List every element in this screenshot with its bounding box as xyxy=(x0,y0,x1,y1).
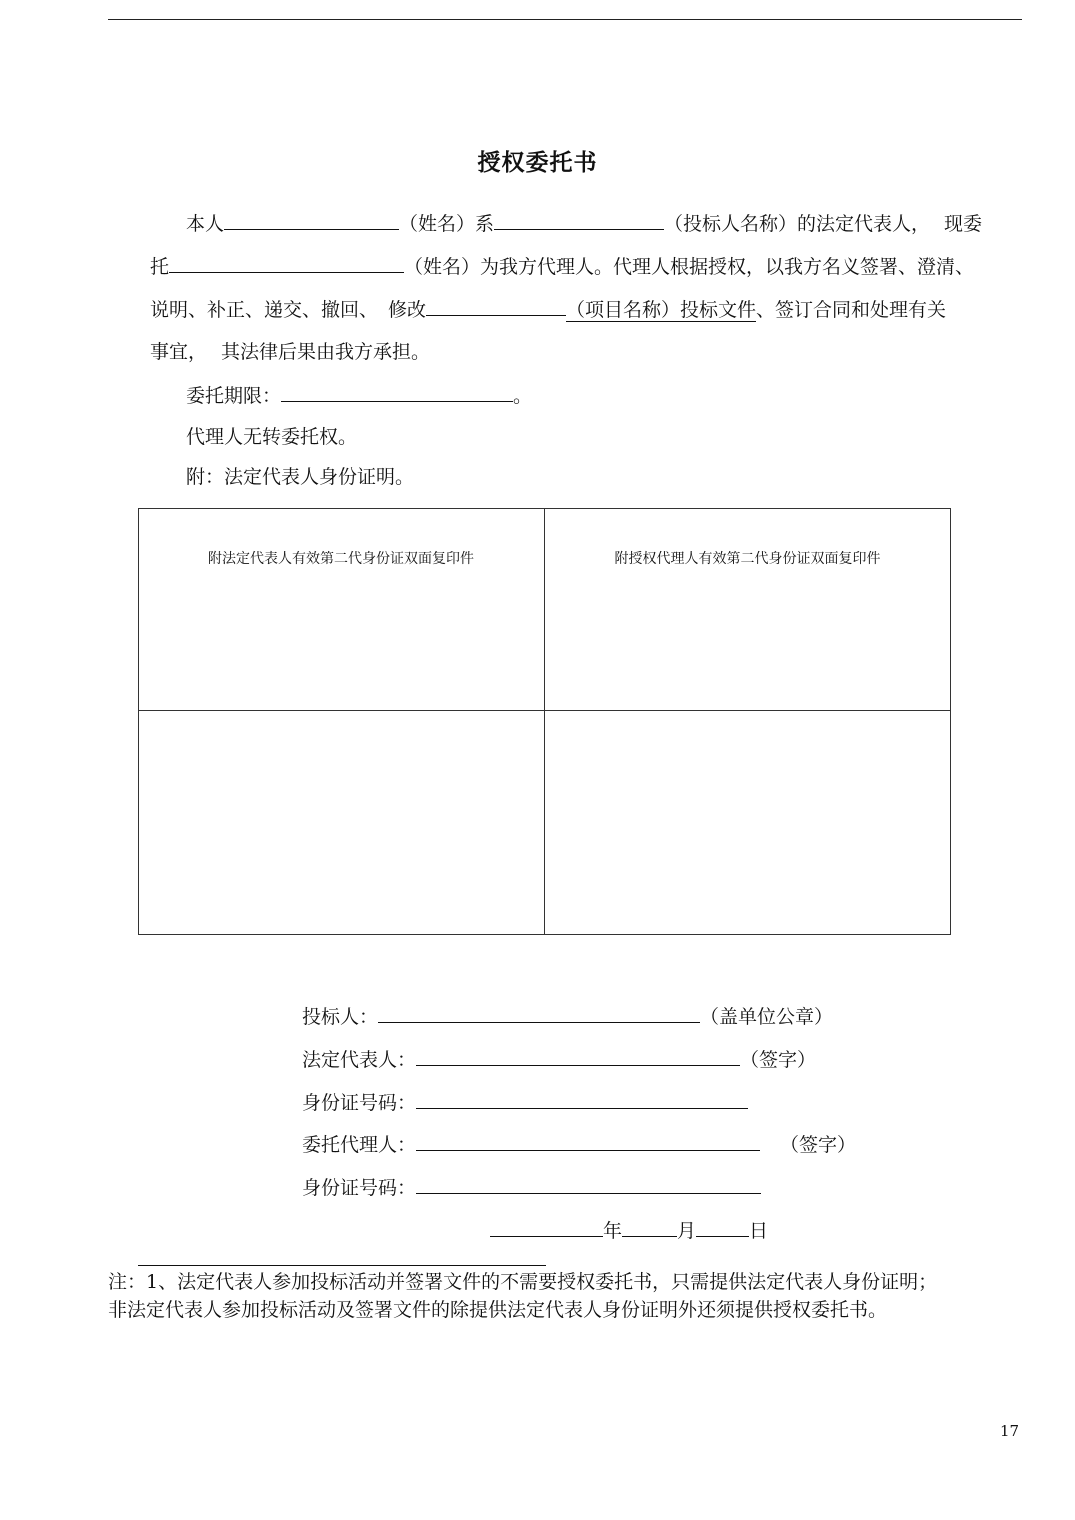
no-subdelegation: 代理人无转委托权。 xyxy=(186,426,358,448)
agent-sign-line xyxy=(302,1131,856,1158)
para-line-2 xyxy=(150,253,974,280)
text-name-xi: （姓名）系 xyxy=(399,213,495,235)
footnote-rule xyxy=(138,1265,546,1266)
document-title: 授权委托书 xyxy=(477,149,598,176)
name-blank-1[interactable] xyxy=(224,210,399,230)
para-line-3 xyxy=(150,296,946,323)
text-legal-consequence: 其法律后果由我方承担。 xyxy=(221,341,431,363)
text-benren: 本人 xyxy=(186,213,225,235)
text-modify: 修改 xyxy=(388,299,427,321)
day-label: 日 xyxy=(749,1220,769,1242)
legal-rep-label: 法定代表人： xyxy=(302,1049,417,1071)
text-project-bid-doc: （项目名称）投标文件 xyxy=(566,299,757,321)
note-line-2: 非法定代表人参加投标活动及签署文件的除提供法定代表人身份证明外还须提供授权委托书。 xyxy=(108,1299,888,1321)
agent-id-caption: 附授权代理人有效第二代身份证双面复印件 xyxy=(614,551,881,567)
header-rule xyxy=(108,19,1022,20)
year-blank[interactable] xyxy=(490,1217,603,1237)
text-sign-contract: 、签订合同和处理有关 xyxy=(756,299,947,321)
id-number-blank-1[interactable] xyxy=(416,1089,748,1109)
text-agent-authority: （姓名）为我方代理人。代理人根据授权，以我方名义签署、澄清、 xyxy=(404,256,975,278)
bidder-sign-line xyxy=(302,1003,833,1030)
agent-label: 委托代理人： xyxy=(302,1134,417,1156)
legal-rep-blank[interactable] xyxy=(416,1046,740,1066)
term-blank[interactable] xyxy=(281,382,513,402)
month-label: 月 xyxy=(677,1220,697,1242)
date-line xyxy=(490,1217,768,1244)
agent-blank[interactable] xyxy=(416,1131,760,1151)
id-label-2: 身份证号码： xyxy=(302,1177,417,1199)
id-number-line-2 xyxy=(302,1174,761,1201)
text-shiyi: 事宜， xyxy=(150,341,208,363)
bidder-label: 投标人： xyxy=(302,1006,379,1028)
term-label: 委托期限： xyxy=(186,385,282,407)
text-actions: 说明、补正、递交、撤回、 xyxy=(150,299,379,321)
agent-name-blank[interactable] xyxy=(169,253,404,273)
id-number-line-1 xyxy=(302,1089,748,1116)
term-line xyxy=(186,382,532,409)
bidder-name-blank[interactable] xyxy=(494,210,664,230)
legal-rep-sign-note: （签字） xyxy=(740,1049,817,1071)
year-label: 年 xyxy=(603,1220,623,1242)
legal-rep-id-area[interactable] xyxy=(139,711,544,934)
note-line-1: 注：1、法定代表人参加投标活动并签署文件的不需要授权委托书，只需提供法定代表人身份证明； xyxy=(108,1271,938,1293)
legal-rep-id-caption: 附法定代表人有效第二代身份证双面复印件 xyxy=(208,551,474,567)
agent-id-area[interactable] xyxy=(545,711,950,934)
day-blank[interactable] xyxy=(696,1217,749,1237)
agent-sign-note: （签字） xyxy=(780,1134,857,1156)
bidder-seal-note: （盖单位公章） xyxy=(700,1006,834,1028)
term-end: 。 xyxy=(513,385,533,407)
attachment-note: 附：法定代表人身份证明。 xyxy=(186,466,415,488)
text-bidder-rep: （投标人名称）的法定代表人， xyxy=(664,213,931,235)
id-label-1: 身份证号码： xyxy=(302,1092,417,1114)
legal-rep-sign-line xyxy=(302,1046,816,1073)
month-blank[interactable] xyxy=(622,1217,677,1237)
para-line-1 xyxy=(186,210,982,237)
page-number: 17 xyxy=(1000,1422,1020,1440)
bidder-blank[interactable] xyxy=(378,1003,700,1023)
para-line-4 xyxy=(150,339,430,365)
text-xianwei: 现委 xyxy=(944,213,983,235)
text-tuo: 托 xyxy=(150,256,170,278)
project-name-blank[interactable] xyxy=(426,296,566,316)
id-number-blank-2[interactable] xyxy=(416,1174,761,1194)
